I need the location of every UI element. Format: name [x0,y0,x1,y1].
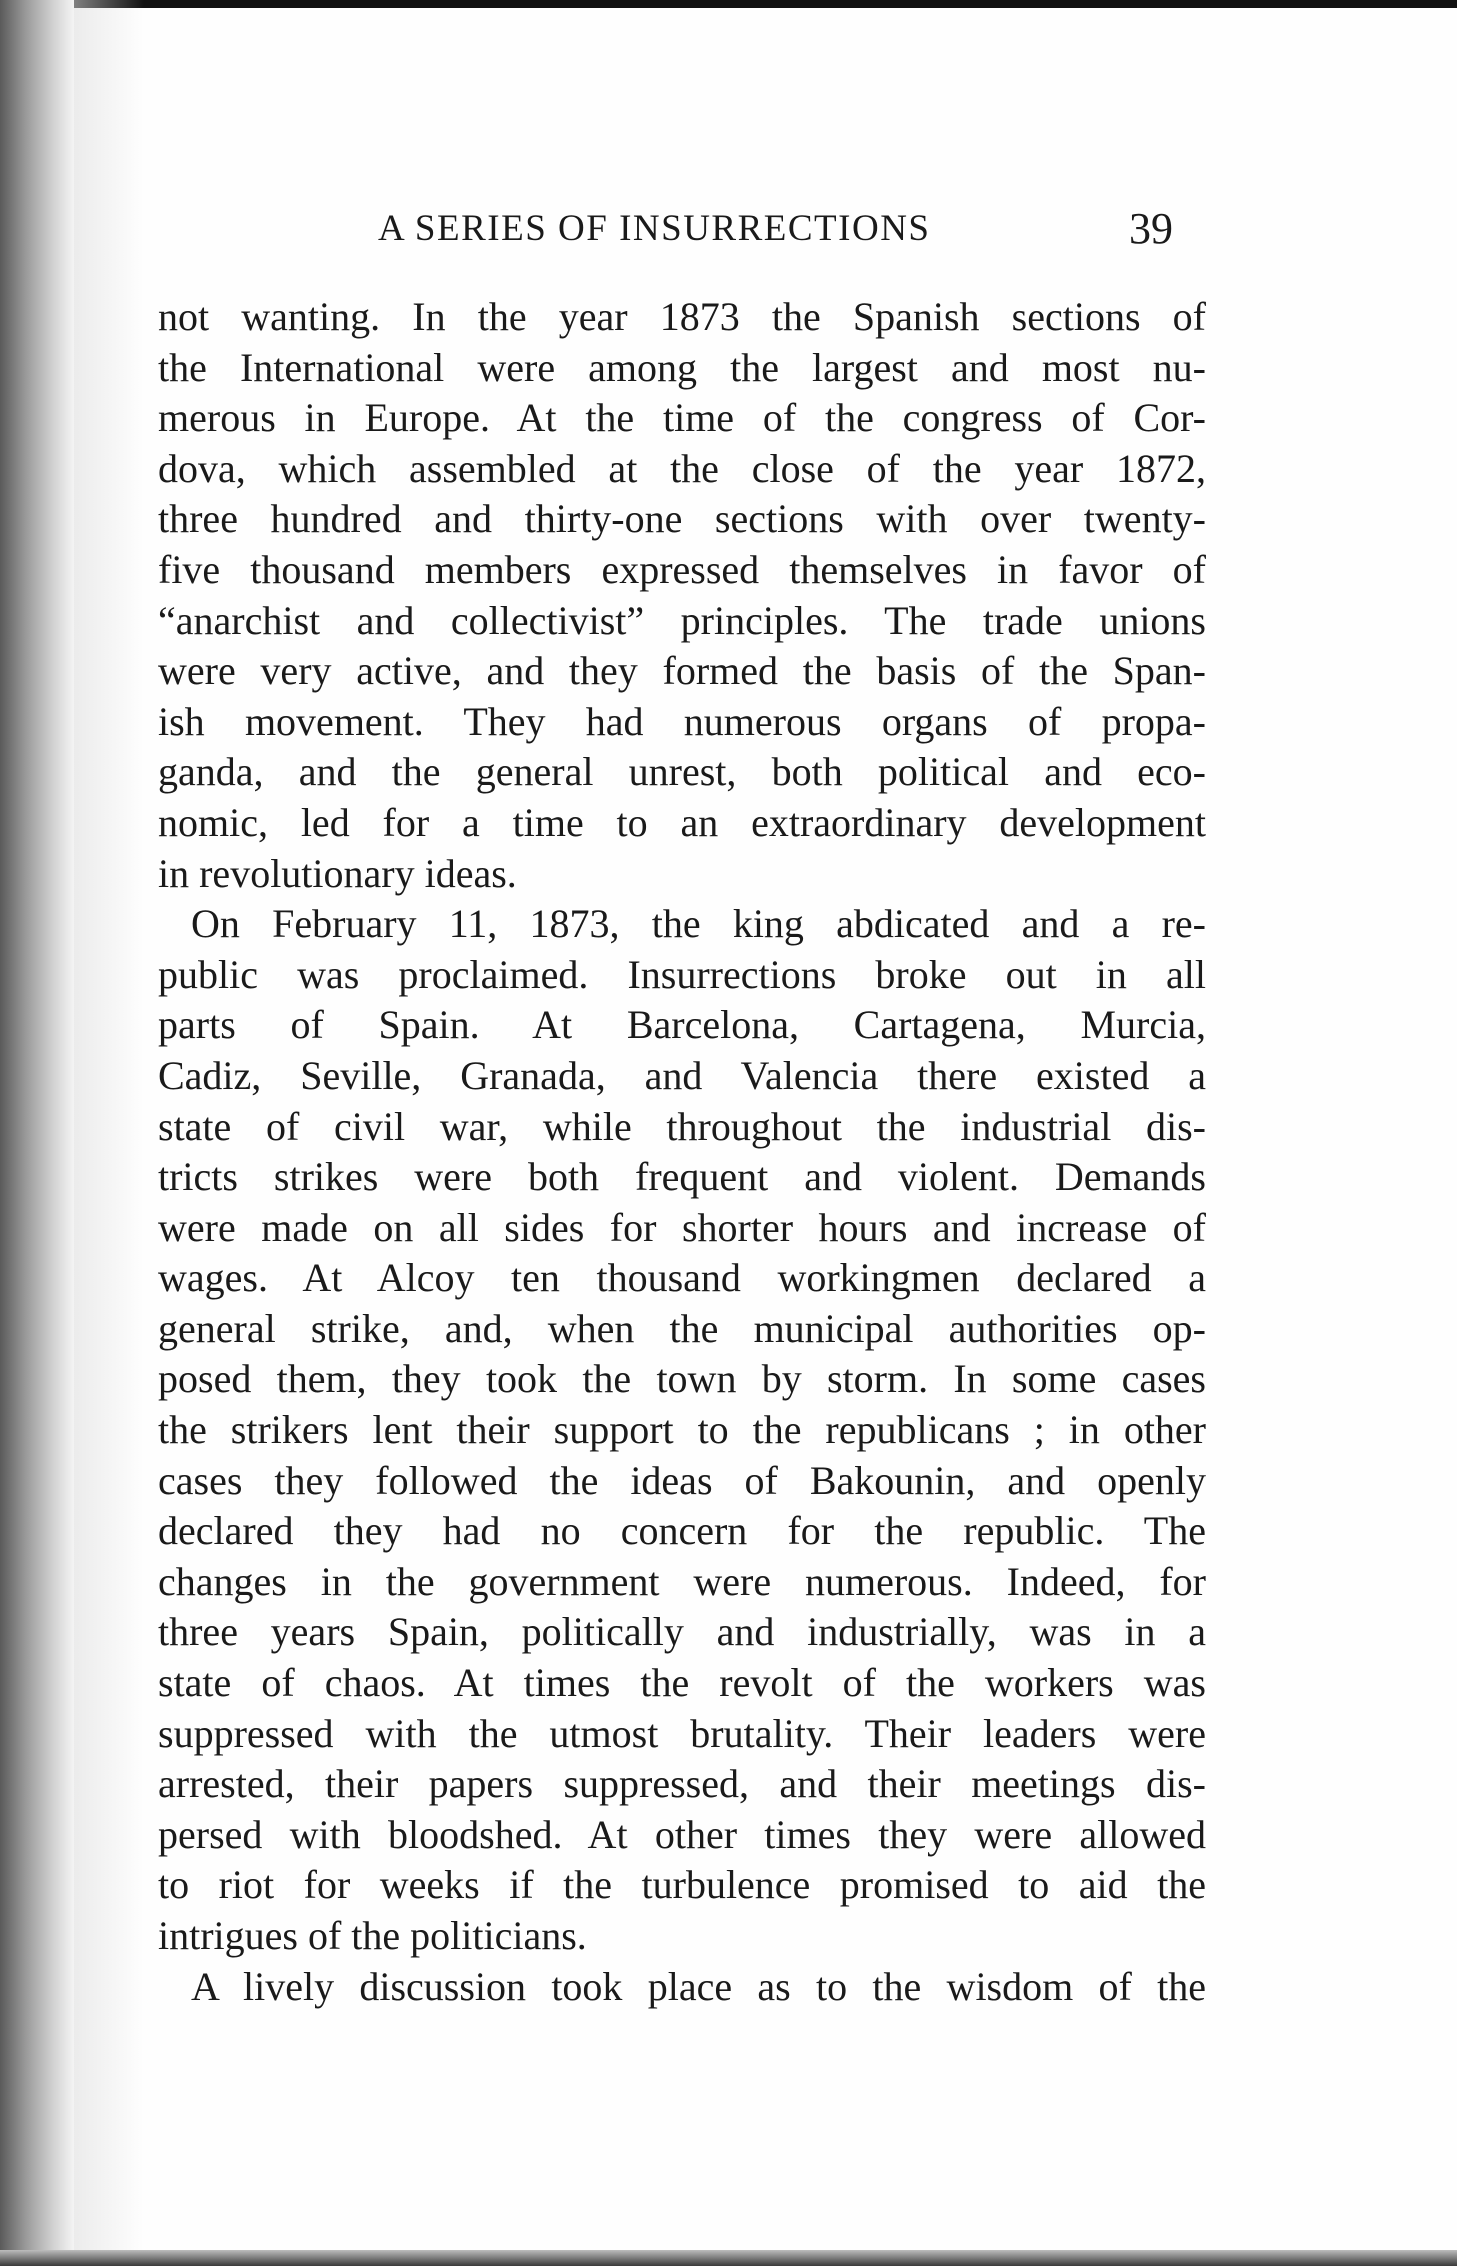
text-line: A lively discussion took place as to the wisdom of the [191,1963,1206,2009]
text-line: Cadiz, Seville, Granada, and Valencia there existed a [158,1052,1206,1098]
scan-gutter-shadow [0,0,74,2266]
text-line: parts of Spain. At Barcelona, Cartagena, Murcia, [158,1002,1206,1048]
text-line: arrested, their papers suppressed, and their meetings dis- [158,1761,1206,1807]
text-line: suppressed with the utmost brutality. Their leaders were [158,1710,1206,1756]
text-line: to riot for weeks if the turbulence promised to aid the [158,1862,1206,1908]
text-line: not wanting. In the year 1873 the Spanish sections of [158,294,1206,339]
text-line: nomic, led for a time to an extraordinary development [158,799,1206,845]
text-line: the International were among the largest and most nu- [158,344,1206,390]
scan-gutter-fade [74,0,144,2266]
text-line: were made on all sides for shorter hours and increase of [158,1204,1206,1250]
scan-bottom-edge [0,2250,1457,2266]
text-line: wages. At Alcoy ten thousand workingmen declared a [158,1255,1206,1301]
scan-top-edge [0,0,1457,8]
text-line: in revolutionary ideas. [158,850,517,896]
text-line: state of chaos. At times the revolt of the workers was [158,1660,1206,1706]
running-head: A SERIES OF INSURRECTIONS [378,208,931,249]
text-line: changes in the government were numerous. Indeed, for [158,1558,1206,1604]
text-line: “anarchist and collectivist” principles. The trade unions [158,597,1206,643]
text-line: intrigues of the politicians. [158,1913,587,1958]
text-line: tricts strikes were both frequent and violent. Demands [158,1154,1206,1200]
text-line: persed with bloodshed. At other times they were allowed [158,1811,1206,1857]
page-number: 39 [1129,204,1173,253]
text-line: ish movement. They had numerous organs of propa- [158,698,1206,744]
text-line: On February 11, 1873, the king abdicated and a re- [191,901,1206,947]
text-line: the strikers lent their support to the republicans ; in other [158,1407,1206,1453]
text-line: dova, which assembled at the close of the year 1872, [158,445,1206,491]
text-line: ganda, and the general unrest, both political and eco- [158,749,1206,795]
text-line: were very active, and they formed the basis of the Span- [158,648,1206,694]
text-line: three hundred and thirty-one sections with over twenty- [158,496,1206,542]
text-line: general strike, and, when the municipal authorities op- [158,1305,1206,1351]
text-line: public was proclaimed. Insurrections broke out in all [158,951,1206,997]
text-line: posed them, they took the town by storm. In some cases [158,1356,1206,1402]
text-line: state of civil war, while throughout the industrial dis- [158,1103,1206,1149]
text-line: three years Spain, politically and industrially, was in a [158,1609,1206,1655]
text-line: merous in Europe. At the time of the congress of Cor- [158,395,1206,441]
body-text [158,292,1206,2012]
text-line: cases they followed the ideas of Bakounin, and openly [158,1457,1206,1503]
text-line: declared they had no concern for the republic. The [158,1508,1206,1554]
text-line: five thousand members expressed themselves in favor of [158,546,1206,592]
